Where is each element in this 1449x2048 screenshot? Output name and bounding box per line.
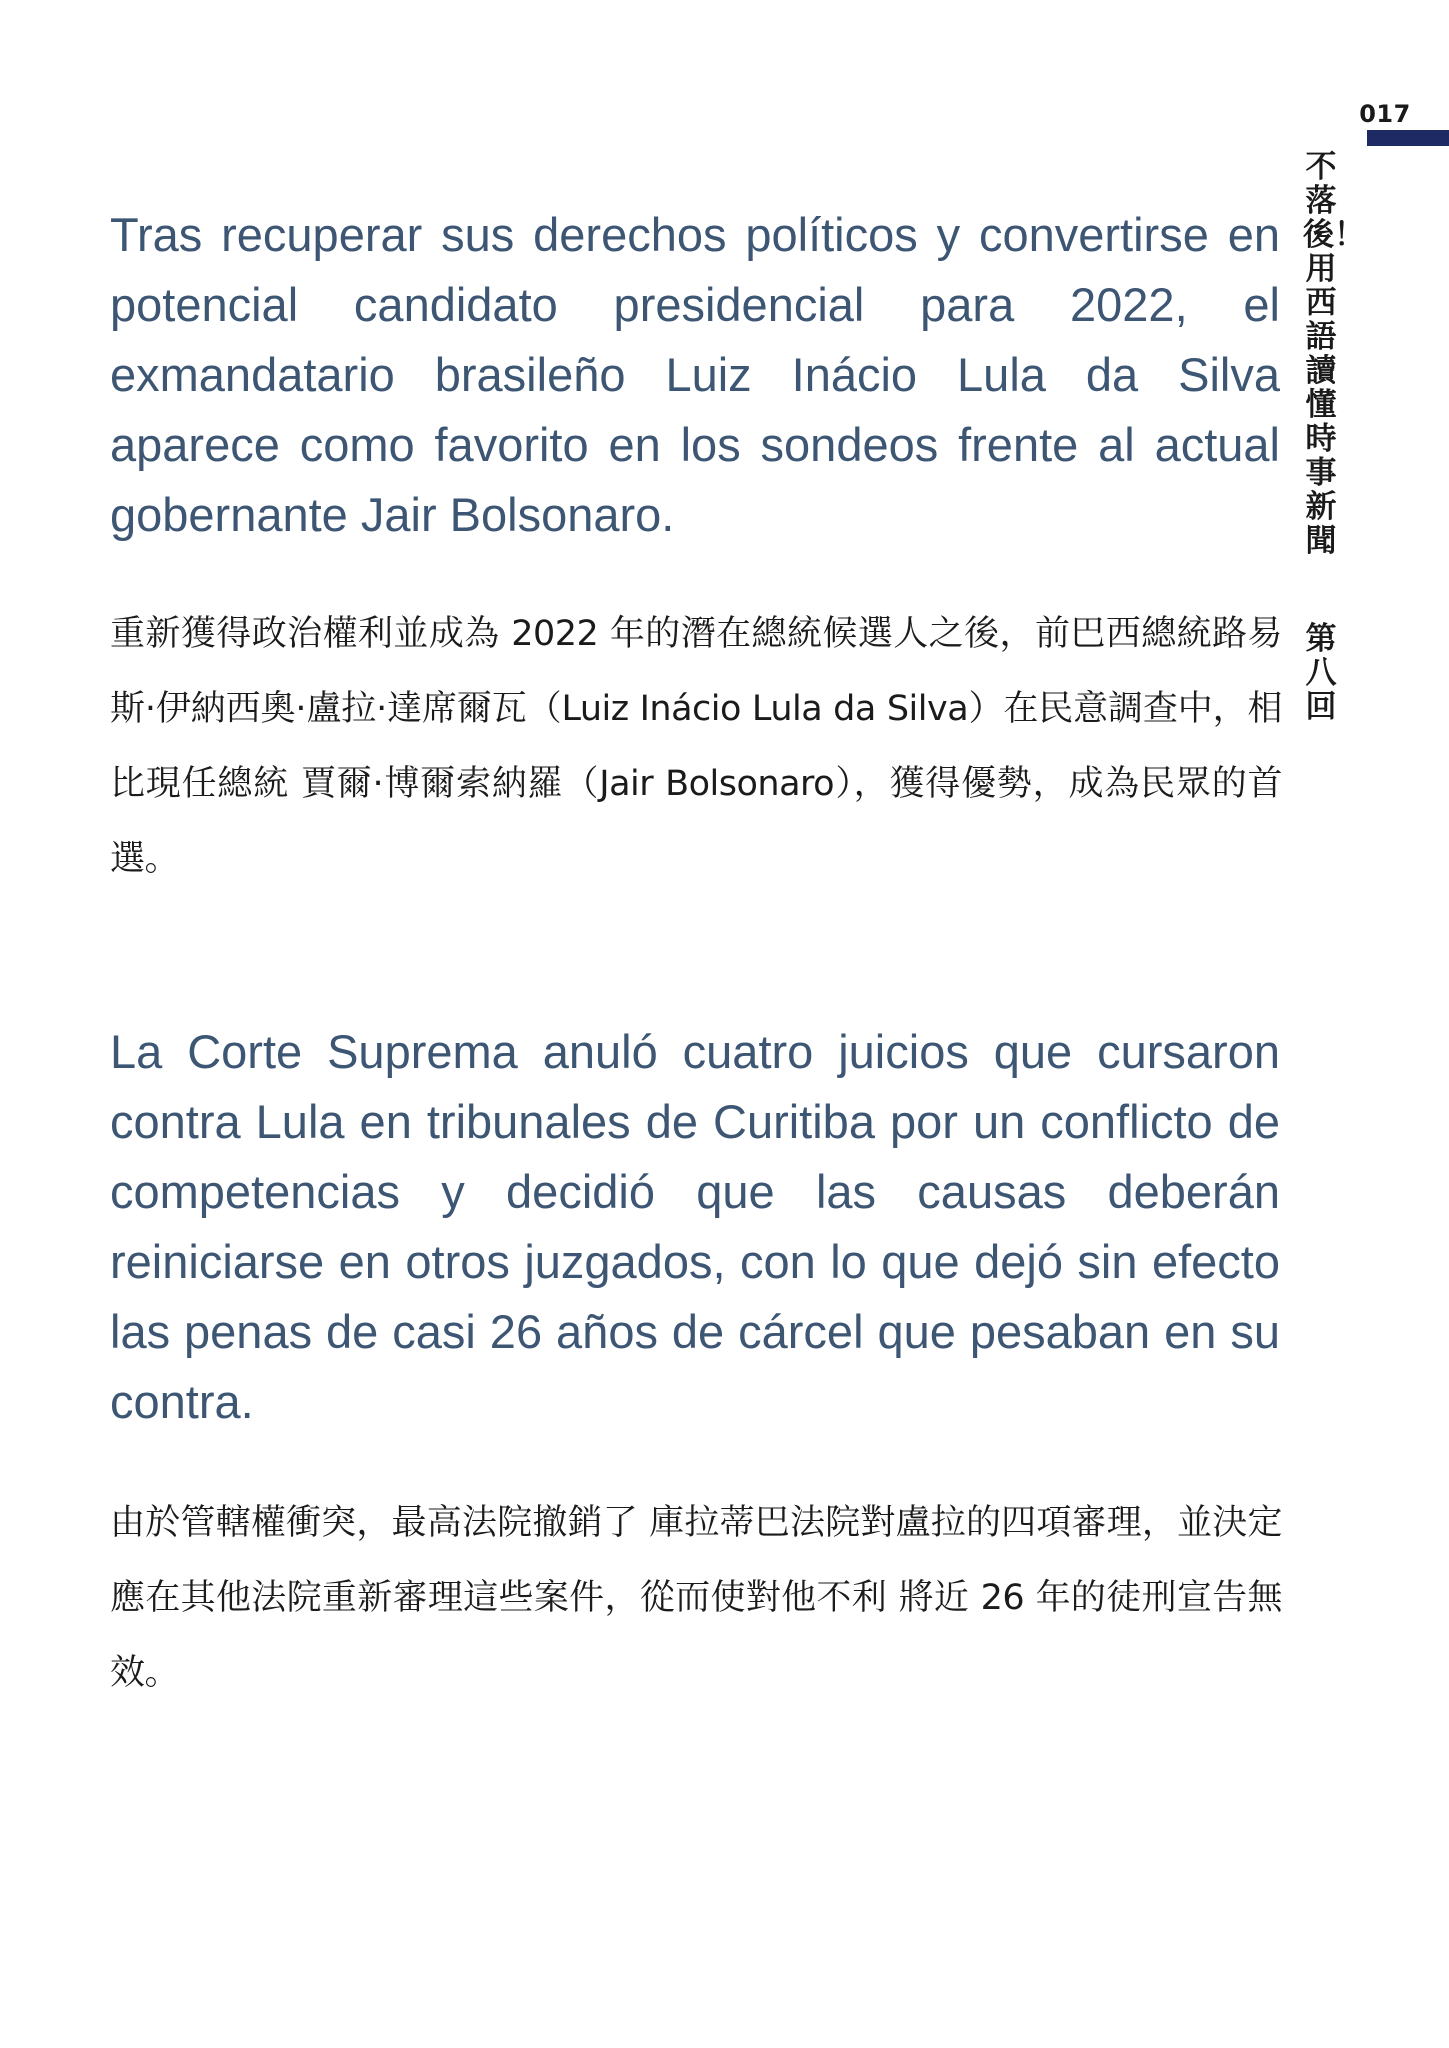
page-number-accent-bar (1367, 130, 1449, 146)
page-number: 017 (1359, 100, 1411, 128)
series-title: 不落後！用西語讀懂時事新聞 (1303, 149, 1365, 559)
episode-label: 第八回 (1305, 621, 1337, 725)
title-spacer (1303, 558, 1339, 622)
chinese-paragraph-2: 由於管轄權衝突，最高法院撤銷了 庫拉蒂巴法院對盧拉的四項審理，並決定應在其他法院重新審理這些案件，從而使對他不利 將近 26 年的徒刑宣告無效。 (110, 1503, 1282, 1693)
chinese-paragraph-1: 重新獲得政治權利並成為 2022 年的潛在總統候選人之後，前巴西總統路易斯·伊納西奧·盧拉·達席爾瓦（Luiz Inácio Lula da Silva）在民意調查中，相比現任總統 賈爾·博爾索納羅（Jair Bolsonaro），獲得優勢，成為民眾的首選。 (110, 614, 1282, 879)
spanish-paragraph-2: La Corte Suprema anuló cuatro juicios que cursaron contra Lula en tribunales de Curitiba por un conflicto de competencias y decidió que las causas deberán reiniciarse en otros juzgados, con lo que dejó sin efecto las penas de casi 26 años de cárcel que pesaban en su contra. (110, 1025, 1280, 1428)
spanish-paragraph-1: Tras recuperar sus derechos políticos y convertirse en potencial candidato presidencial para 2022, el exmandatario brasileño Luiz Inácio Lula da Silva aparece como favorito en los sondeos frente al actual gobernante Jair Bolsonaro. (110, 208, 1280, 541)
running-header-vertical (1303, 149, 1365, 725)
